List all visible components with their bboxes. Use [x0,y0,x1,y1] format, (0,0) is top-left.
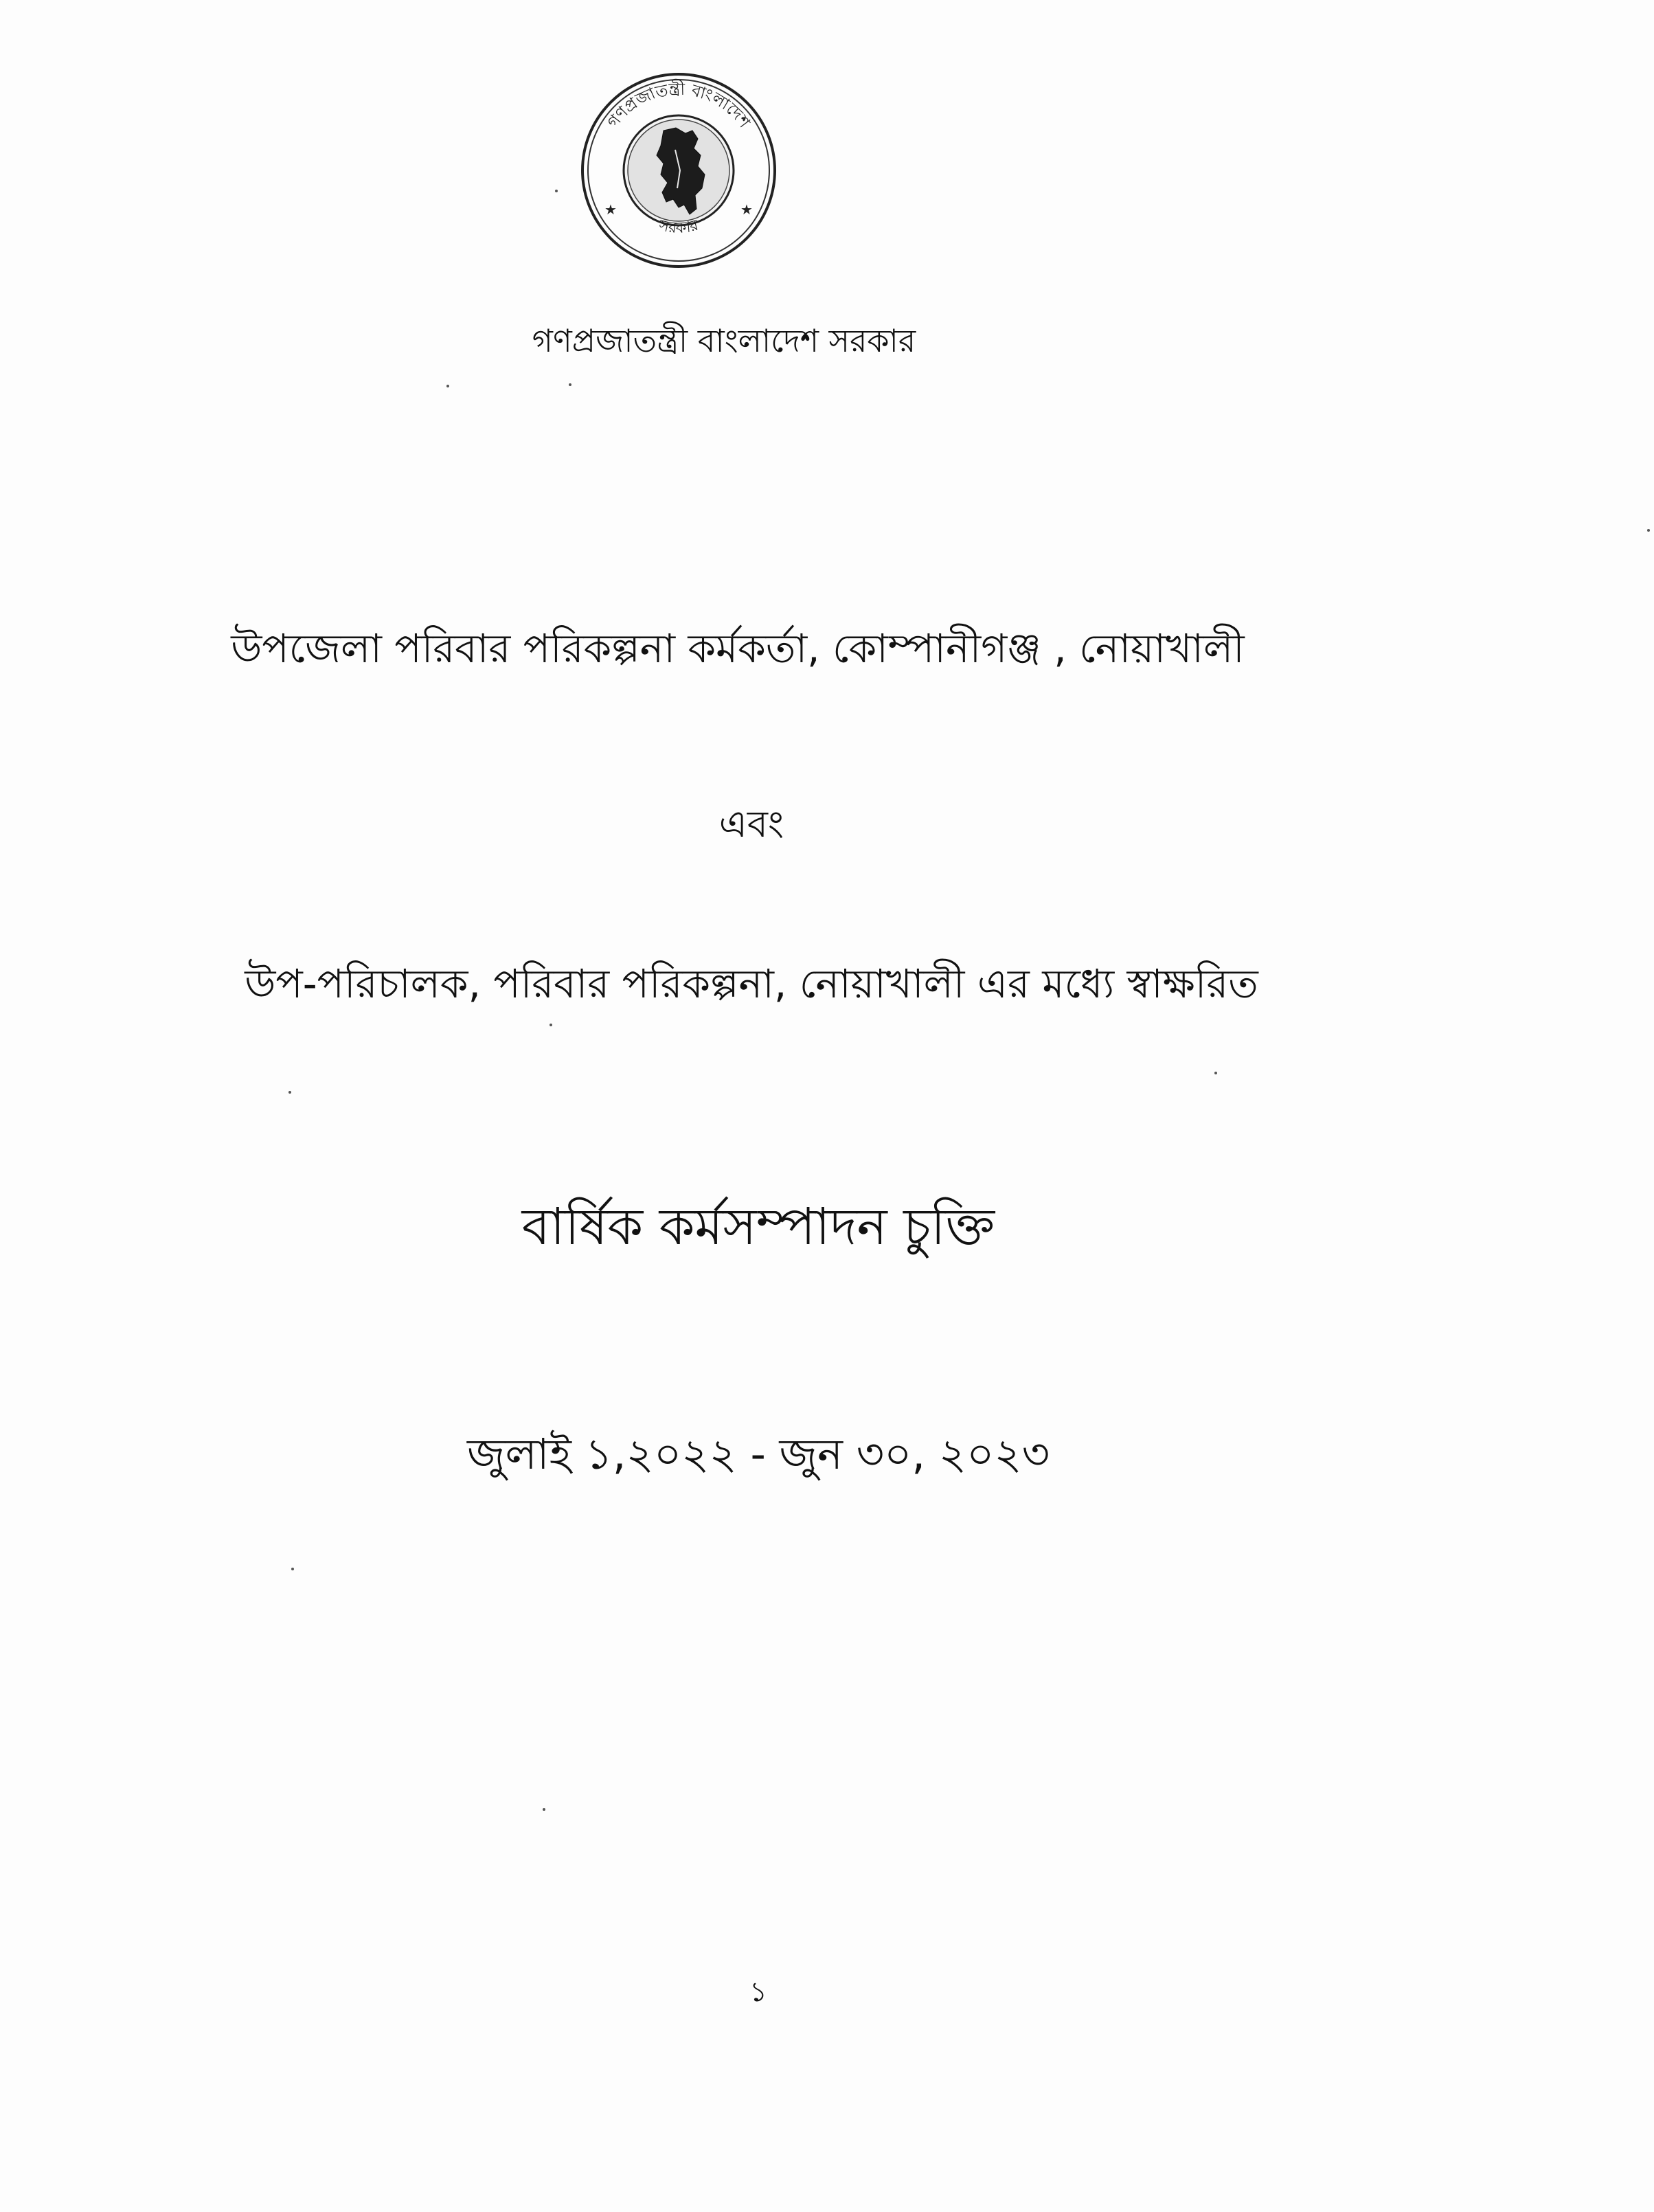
scan-speck [288,1091,291,1094]
scan-speck [1214,1072,1217,1074]
scan-speck [555,190,558,192]
first-party-office: উপজেলা পরিবার পরিকল্পনা কর্মকর্তা, কোম্পানীগঞ্জ , নোয়াখালী [231,625,1245,672]
scan-speck [1647,529,1650,532]
scan-speck [446,385,449,387]
agreement-period: জুলাই ১,২০২২ - জুন ৩০, ২০২৩ [466,1429,1050,1479]
seal-bottom-arc-text: সরকার [657,216,701,238]
svg-text:★: ★ [740,201,753,218]
document-title: বার্ষিক কর্মসম্পাদন চুক্তি [521,1197,995,1256]
scan-speck [569,383,571,386]
svg-text:সরকার [657,216,701,237]
government-seal-icon [576,67,782,273]
scan-speck [543,1808,545,1811]
svg-text:★: ★ [604,201,617,218]
scan-speck [291,1568,294,1570]
government-name: গণপ্রজাতন্ত্রী বাংলাদেশ সরকার [532,322,916,359]
page-number: ১ [749,1976,767,2008]
second-party-office: উপ-পরিচালক, পরিবার পরিকল্পনা, নোয়াখালী এর মধ্যে স্বাক্ষরিত [245,960,1258,1007]
conjunction-text: এবং [718,802,784,846]
seal-top-arc-text: গণপ্রজাতন্ত্রী বাংলাদেশ [603,79,754,132]
scan-speck [550,1024,552,1026]
